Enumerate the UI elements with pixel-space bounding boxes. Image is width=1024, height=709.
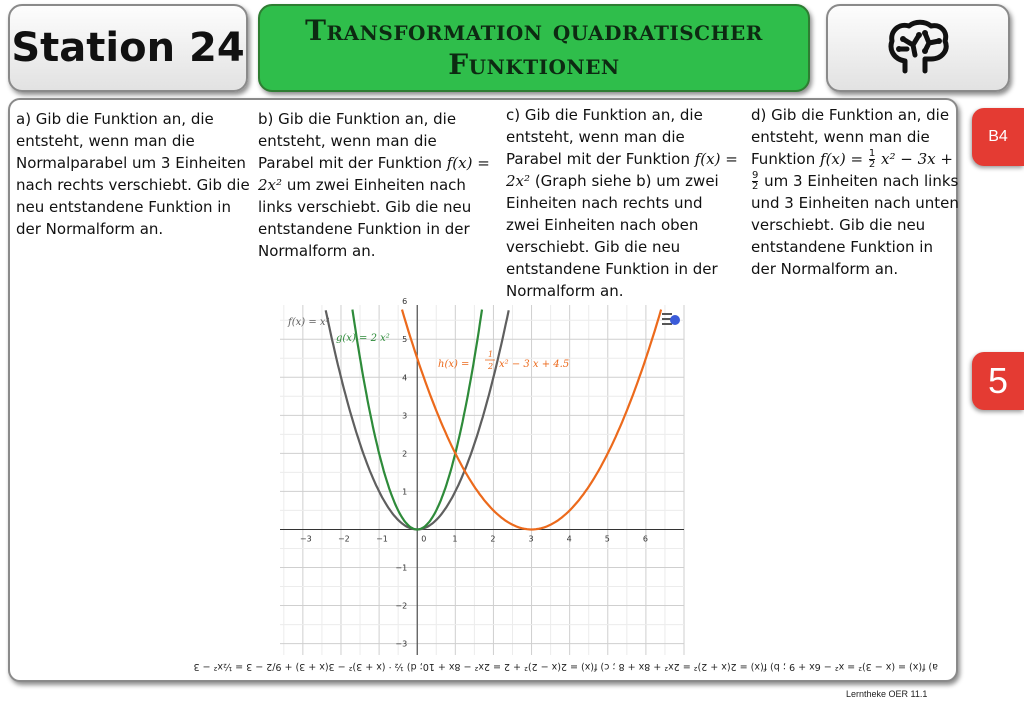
y-tick-label: −2 <box>395 601 408 611</box>
label-h-start: h(x) = <box>438 359 470 370</box>
task-d-formula-start: f(x) = <box>820 150 864 168</box>
label-h-frac-num: 1 <box>488 350 494 359</box>
y-tick-label: 1 <box>402 487 408 497</box>
x-tick-label: 6 <box>642 534 648 544</box>
answers-upside-down: a) f(x) = (x − 3)² = x² − 6x + 9 ; b) f(x) = 2(x + 2)² = 2x² + 8x + 8 ; c) f(x) = 2(x − 2)² + 2 = 2x² − 8x + 10; d) ½ · (x + 3)² − 3(x + 3) + 9/2 − 3 = ½x² − 3 <box>193 661 938 672</box>
y-tick-label: −1 <box>395 563 408 573</box>
y-tick-label: 5 <box>402 335 408 345</box>
task-c-text-post: (Graph siehe b) um zwei Einheiten nach rechts und zwei Einheiten nach oben verschiebt. Gib die neu entstandene Funktion in der Normalform an. <box>506 172 719 300</box>
task-b-text-pre: b) Gib die Funktion an, die entsteht, wenn man die Parabel mit der Funktion <box>258 110 457 172</box>
graph-settings-icon[interactable] <box>660 309 682 329</box>
task-c-formula: f(x) = 2x² <box>506 150 738 190</box>
x-tick-label: −3 <box>299 534 312 544</box>
task-a: a) Gib die Funktion an, die entsteht, wenn man die Normalparabel um 3 Einheiten nach rechts verschiebt. Gib die neu entstandene Funktion in der Normalform an. <box>16 110 250 238</box>
y-tick-label: 6 <box>402 297 408 307</box>
label-h-frac-den: 2 <box>488 362 494 371</box>
y-tick-label: 2 <box>402 449 408 459</box>
task-d <box>751 104 961 280</box>
x-tick-label: 4 <box>566 534 572 544</box>
x-tick-label: 2 <box>490 534 496 544</box>
task-c-text-pre: c) Gib die Funktion an, die entsteht, wenn man die Parabel mit der Funktion <box>506 106 703 168</box>
level-tab[interactable]: B4 <box>972 108 1024 166</box>
x-tick-label: 1 <box>452 534 458 544</box>
y-tick-label: 4 <box>402 373 408 383</box>
page-title <box>305 14 763 82</box>
y-tick-label: 3 <box>402 411 408 421</box>
title-box <box>258 4 810 92</box>
label-g: g(x) = 2 x² <box>336 333 390 344</box>
x-tick-label: −1 <box>376 534 388 544</box>
label-h-end: x² − 3 x + 4.5 <box>499 359 570 370</box>
task-d-text-pre: d) Gib die Funktion an, die entsteht, wenn man die Funktion <box>751 106 950 168</box>
x-tick-label: −2 <box>337 534 350 544</box>
brain-icon-box <box>826 4 1010 92</box>
x-tick-label: 3 <box>528 534 534 544</box>
task-d-fraction-2: $\frac{9}{2}$ <box>752 170 759 192</box>
task-b <box>258 108 490 262</box>
x-tick-label: 5 <box>604 534 610 544</box>
number-tab[interactable]: 5 <box>972 352 1024 410</box>
station-label: Station 24 <box>11 25 245 71</box>
station-label-box <box>8 4 248 92</box>
task-b-text-post: um zwei Einheiten nach links verschiebt. Gib die neu entstandene Funktion in der Normalform an. <box>258 176 472 260</box>
x-tick-label: 0 <box>421 534 427 544</box>
title-line-1: Transformation quadratischer <box>305 14 763 47</box>
task-d-formula-mid: x² − 3x + <box>881 150 953 168</box>
label-f: f(x) = x² <box>288 317 330 328</box>
task-c <box>506 104 738 302</box>
task-d-fraction-1: $\frac{1}{2}$ <box>868 148 876 170</box>
y-tick-label: −3 <box>395 639 408 649</box>
title-line-2: Funktionen <box>448 48 620 81</box>
task-b-formula: f(x) = 2x² <box>258 154 490 194</box>
graph-canvas <box>280 297 684 655</box>
brain-icon <box>885 19 951 77</box>
task-d-text-post: um 3 Einheiten nach links und 3 Einheiten nach unten verschiebt. Gib die neu entstandene Funktion in der Normalform an. <box>751 172 959 278</box>
function-graph <box>280 297 684 655</box>
footer-credit: Lerntheke OER 11.1 <box>846 689 928 699</box>
